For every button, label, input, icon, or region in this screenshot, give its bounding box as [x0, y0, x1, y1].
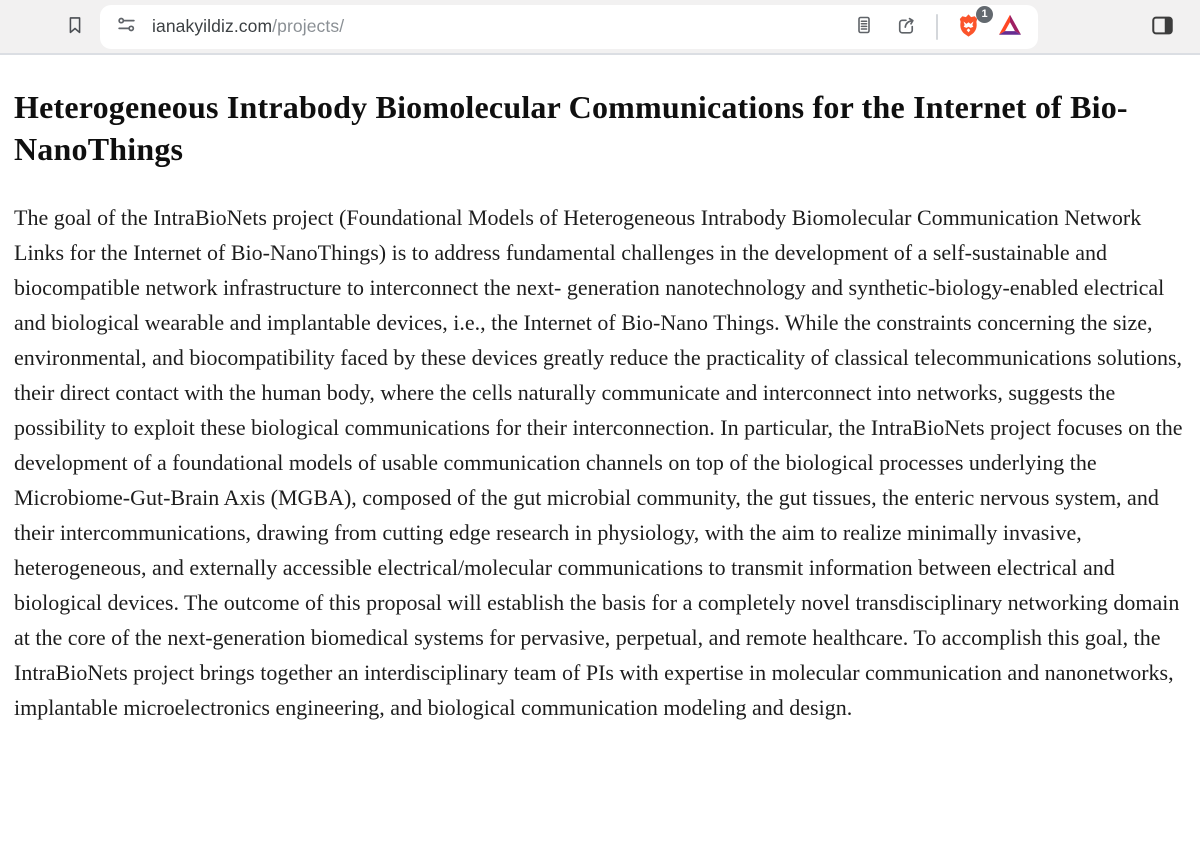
url-domain: ianakyildiz.com	[152, 16, 273, 36]
bookmarks-button[interactable]	[58, 10, 92, 44]
reader-mode-button[interactable]	[846, 9, 882, 45]
address-bar-left	[116, 14, 344, 40]
brave-shields-button[interactable]	[950, 9, 986, 45]
project-description: The goal of the IntraBioNets project (Foundational Models of Heterogeneous Intrabody Biomolecular Communication Network Links for the Internet of Bio-NanoThings) is to address fundamental challenges in the development of a self-sustainable and biocompatible network infrastructure to interconnect the next- generation nanotechnology and synthetic-biology-enabled electrical and biological wearable and implantable devices, i.e., the Internet of Bio-Nano Things. While the constraints concerning the size, environmental, and biocompatibility faced by these devices greatly reduce the practicality of classical telecommunications solutions, their direct contact with the human body, where the cells naturally communicate and interconnect into networks, suggests the possibility to exploit these biological communications for their interconnection. In particular, the IntraBioNets project focuses on the development of a foundational models of usable communication channels on top of the biological processes underlying the Microbiome-Gut-Brain Axis (MGBA), composed of the gut microbial community, the gut tissues, the enteric nervous system, and their intercommunications, drawing from cutting edge research in physiology, with the aim to realize minimally invasive, heterogeneous, and externally accessible electrical/molecular communications to transmit information between electrical and biological devices. The outcome of this proposal will establish the basis for a completely novel transdisciplinary networking domain at the core of the next-generation biomedical systems for pervasive, perpetual, and remote healthcare. To accomplish this goal, the IntraBioNets project brings together an interdisciplinary team of PIs with expertise in molecular communication and nanonetworks, implantable microelectronics engineering, and biological communication modeling and design.	[14, 205, 1183, 720]
browser-toolbar	[0, 0, 1200, 55]
address-bar-right	[846, 9, 1028, 45]
shields-badge-count: 1	[976, 6, 993, 23]
brave-rewards-button[interactable]	[992, 9, 1028, 45]
page-content	[0, 86, 1200, 725]
page-title: Heterogeneous Intrabody Biomolecular Communications for the Internet of Bio-NanoThings	[14, 89, 1128, 167]
share-button[interactable]	[888, 9, 924, 45]
url-path: /projects/	[272, 16, 345, 36]
address-bar[interactable]	[100, 5, 1038, 49]
site-settings-icon[interactable]	[116, 14, 137, 40]
sidebar-toggle-icon	[1149, 12, 1176, 42]
bookmark-icon	[64, 14, 86, 39]
address-bar-divider	[936, 14, 938, 40]
url-text[interactable]	[152, 16, 344, 37]
reader-mode-icon	[852, 13, 876, 40]
sidebar-toggle-button[interactable]	[1142, 7, 1182, 47]
bat-triangle-icon	[997, 12, 1023, 41]
share-icon	[894, 13, 919, 41]
